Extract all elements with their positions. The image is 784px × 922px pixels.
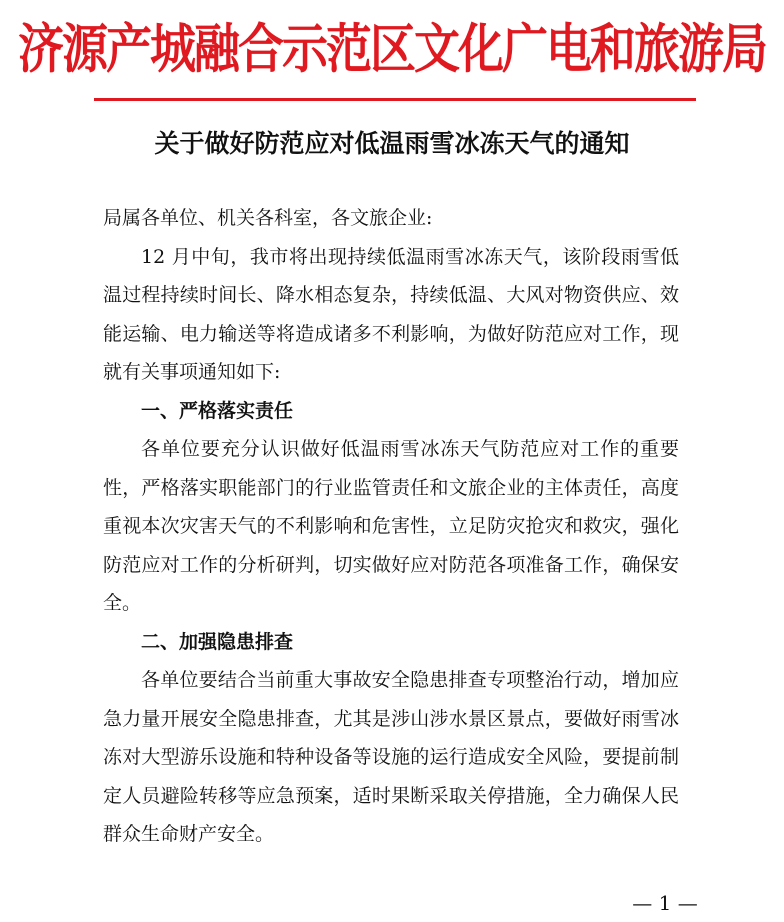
intro-paragraph: 12 月中旬，我市将出现持续低温雨雪冰冻天气，该阶段雨雪低温过程持续时间长、降水相态复杂，持续低温、大风对物资供应、效能运输、电力输送等将造成诸多不利影响，为做好防范应对工作，现就有关事项通知如下: [103, 245, 679, 383]
red-header-rule [94, 98, 696, 101]
section-paragraph-2: 各单位要结合当前重大事故安全隐患排查专项整治行动，增加应急力量开展安全隐患排查，尤其是涉山涉水景区景点，要做好雨雪冰冻对大型游乐设施和特种设备等设施的运行造成安全风险，要提前制定人员避险转移等应急预案，适时果断采取关停措施，全力确保人民群众生命财产安全。 [103, 669, 679, 845]
salutation: 局属各单位、机关各科室，各文旅企业: [103, 207, 433, 229]
section-paragraph-1: 各单位要充分认识做好低温雨雪冰冻天气防范应对工作的重要性，严格落实职能部门的行业监管责任和文旅企业的主体责任，高度重视本次灾害天气的不利影响和危害性，立足防灾抢灾和救灾，强化防范应对工作的分析研判，切实做好应对防范各项准备工作，确保安全。 [103, 438, 679, 614]
page-number: — 1 — [632, 891, 698, 915]
section-heading-2: 二、加强隐患排查 [141, 630, 294, 653]
document-title: 关于做好防范应对低温雨雪冰冻天气的通知 [154, 129, 630, 158]
document-body [103, 199, 679, 854]
section-heading-1: 一、严格落实责任 [141, 399, 294, 422]
issuing-org-header: 济源产城融合示范区文化广电和旅游局 [18, 17, 766, 80]
